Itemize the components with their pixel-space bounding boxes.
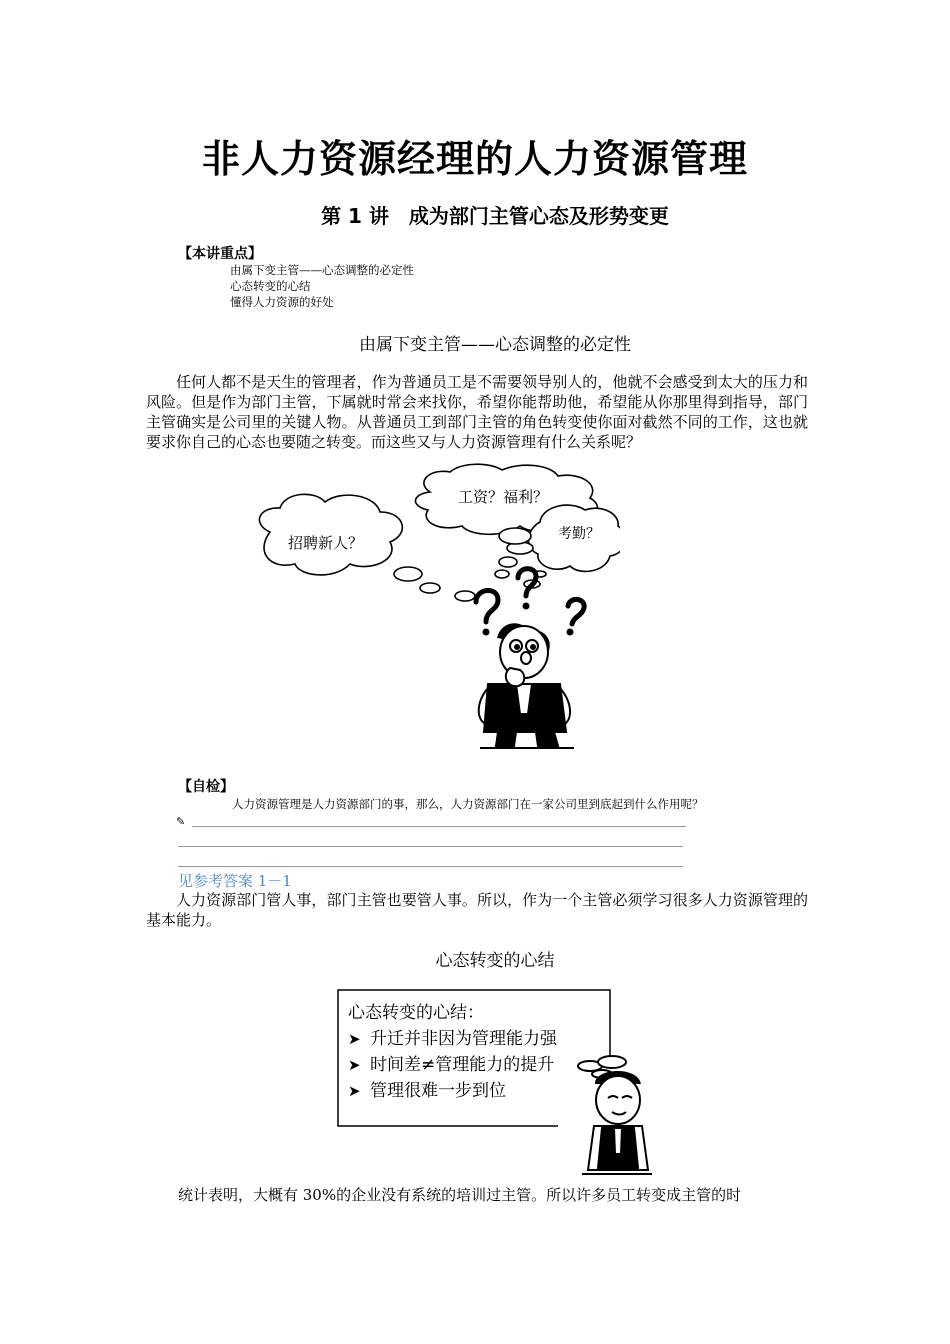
bottom-paragraph: 统计表明，大概有 30%的企业没有系统的培训过主管。所以许多员工转变成主管的时 [178, 1186, 742, 1204]
key-point-item: 由属下变主管——心态调整的必定性 [230, 263, 414, 277]
bullet-icon: ➤ [348, 1056, 361, 1074]
section-heading: 心态转变的心结 [435, 951, 555, 971]
key-points-label: 【本讲重点】 [178, 246, 262, 262]
section-heading: 由属下变主管——心态调整的必定性 [359, 335, 631, 355]
bubble-text-left: 招聘新人？ [288, 534, 364, 552]
answer-line [178, 866, 683, 867]
lecture-title: 第 1 讲 成为部门主管心态及形势变更 [321, 204, 669, 228]
page-title: 非人力资源经理的人力资源管理 [201, 136, 748, 181]
box-item: 管理很难一步到位 [370, 1081, 506, 1101]
self-check-answer-paragraph: 人力资源部门管人事，部门主管也要管人事。所以，作为一个主管必须学习很多人力资源管理的基本能力。 [146, 891, 808, 929]
answer-reference-link[interactable]: 见参考答案 1－1 [178, 872, 292, 890]
box-item: 时间差≠管理能力的提升 [370, 1055, 555, 1075]
bullet-icon: ➤ [348, 1082, 361, 1100]
bubble-text-right: 考勤？ [558, 526, 600, 542]
mindset-box-illustration [336, 988, 652, 1178]
box-item: 升迁并非因为管理能力强 [370, 1029, 557, 1049]
box-title: 心态转变的心结： [348, 1003, 484, 1023]
answer-line [192, 826, 686, 827]
key-point-item: 心态转变的心结 [230, 279, 311, 293]
self-check-question: 人力资源管理是人力资源部门的事，那么，人力资源部门在一家公司里到底起到什么作用呢？ [232, 797, 704, 811]
self-check-label: 【自检】 [178, 779, 234, 795]
key-point-item: 懂得人力资源的好处 [230, 295, 334, 309]
answer-line [178, 846, 683, 847]
bubble-text-top: 工资？福利？ [458, 488, 549, 506]
pencil-icon: ✎ [176, 815, 186, 828]
bullet-icon: ➤ [348, 1030, 361, 1048]
thinking-man-illustration [240, 462, 620, 754]
section1-paragraph: 任何人都不是天生的管理者，作为普通员工是不需要领导别人的，他就不会感受到太大的压力和风险。但是作为部门主管，下属就时常会来找你，希望你能帮助他，希望能从你那里得到指导，部门主管确实是公司里的关键人物。从普通员工到部门主管的角色转变使你面对截然不同的工作，这也就要求你自己的心态也要随之转变。而这些又与人力资源管理有什么关系呢？ [146, 373, 808, 451]
